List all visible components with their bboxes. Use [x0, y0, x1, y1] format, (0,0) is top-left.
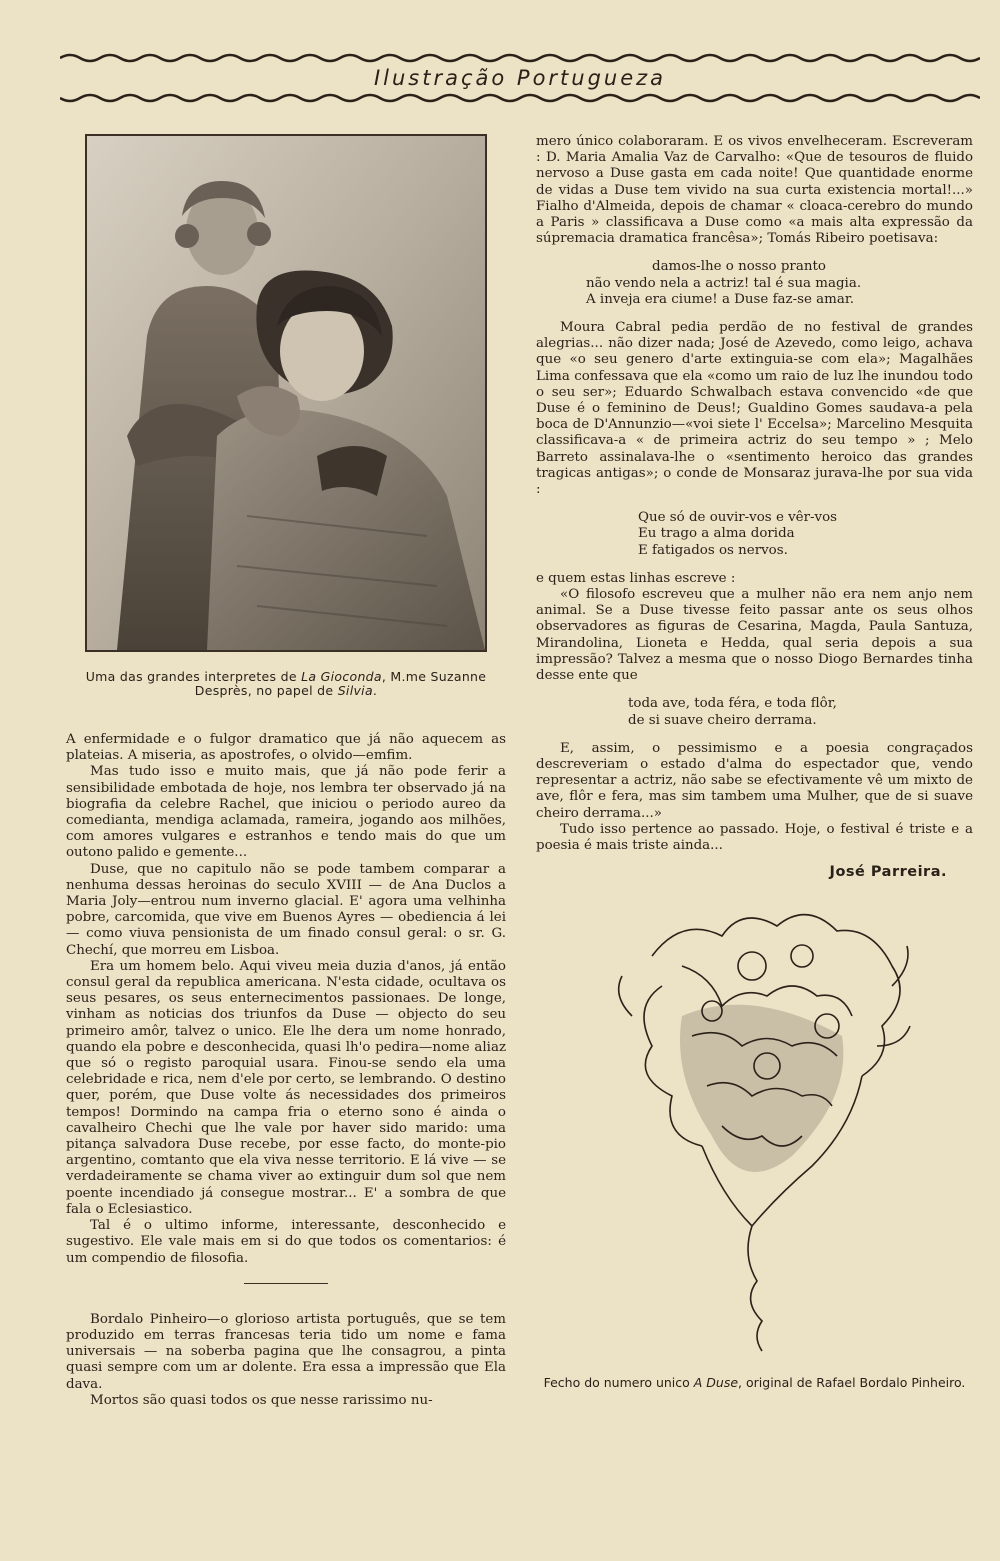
masthead-top-wave: [60, 52, 980, 64]
paragraph: e quem estas linhas escreve :: [536, 570, 736, 586]
caption-title-gioconda: La Gioconda: [301, 669, 382, 684]
caption-role-silvia: Silvia: [337, 683, 373, 698]
paragraph: Tudo isso pertence ao passado. Hoje, o festival é triste e a poesia é mais triste ainda...: [536, 821, 973, 853]
paragraph: Mortos são quasi todos os que nesse rarissimo nu-: [90, 1392, 433, 1408]
verse-line: Eu trago a alma dorida: [638, 526, 795, 542]
actress-photo: [85, 134, 487, 652]
section-divider: [244, 1283, 328, 1284]
caption-text: .: [372, 683, 378, 698]
photo-caption: [66, 670, 506, 698]
verse-diogo-bernardes: [536, 696, 973, 728]
paragraph: Bordalo Pinheiro—o glorioso artista português, que se tem produzido em terras francesas teria tido um nome e fama universais — na soberba pagina que lhe consagrou, a pinta quasi sempre com um ar dolente. Era essa a impressão que Ela dava.: [66, 1311, 506, 1392]
ornament-caption: [536, 1376, 973, 1390]
verse-line: de si suave cheiro derrama.: [628, 712, 817, 728]
caption-text: , original de Rafael Bordalo Pinheiro.: [738, 1374, 966, 1390]
paragraph: Mas tudo isso e muito mais, que já não pode ferir a sensibilidade embotada de hoje, nos lembra ter observado já na biografia da celebre Rachel, que iniciou o periodo aureo da comedianta, mendiga aclamada, rameira, jogando aos milhões, com amores vulgares e estranhos e tendo mais do que um outono palido e gemente...: [66, 764, 506, 861]
caption-title-a-duse: A Duse: [693, 1374, 739, 1390]
paragraph: Era um homem belo. Aqui viveu meia duzia d'anos, já então consul geral da republica americana. N'esta cidade, ocultava os seus pesares, os seus enternecimentos passionaes. De longe, vinham as noticias dos triunfos da Duse — objecto do seu primeiro amôr, talvez o unico. Ele lhe dera um nome honrado, quando ela pobre e desconhecida, quasi lh'o pedira—nome aliaz que só o registo paroquial usara. Finou-se sendo ela uma celebridade e rica, nem d'ele por certo, se lembrando. O destino quer, porém, que Duse volte ás necessidades dos primeiros tempos! Dormindo na campa fria o eterno sono é ainda o cavalheiro Chechi que lhe vale por haver sido marido: uma pitança salvadora Duse recebe, por esse facto, do monte-pio argentino, comtanto que ela viva nesse territorio. E lá vive — se verdadeiramente se chama viver ao extinguir dum sol que nem poente incendiado já consegue mostrar... E' a sombra de que fala o Eclesiastico.: [66, 958, 506, 1217]
paragraph: «O filosofo escreveu que a mulher não era nem anjo nem animal. Se a Duse tivesse feito passar ante os seus olhos observadores as figuras de Cesarina, Magda, Paula Santuza, Mirandolina, Lioneta e Hedda, qual seria depois a sua impressão? Talvez a mesma que o nosso Diogo Bernardes tinha desse ente que: [536, 587, 973, 684]
paragraph: A enfermidade e o fulgor dramatico que já não aquecem as plateias. A miseria, as apostrofes, o olvido—emfim.: [66, 732, 506, 764]
verse-line: A inveja era ciume! a Duse faz-se amar.: [586, 291, 855, 307]
author-signature: José Parreira.: [829, 864, 947, 881]
caption-text: Fecho do numero unico: [543, 1374, 694, 1390]
paragraph: Duse, que no capitulo não se pode tambem comparar a nenhuma dessas heroinas do seculo XVIII — de Ana Duclos a Maria Joly—entrou num inverno glacial. E' agora uma velhinha pobre, carcomida, que vive em Buenos Ayres — obediencia á lei — como viuva pensionista de um finado consul geral: o sr. G. Chechí, que morreu em Lisboa.: [66, 861, 506, 958]
verse-line: Que só de ouvir-vos e vêr-vos: [638, 510, 838, 526]
photo-illustration: [87, 136, 485, 650]
left-column: [66, 134, 506, 1409]
paragraph: Moura Cabral pedia perdão de no festival de grandes alegrias... não dizer nada; José de Azevedo, como leigo, achava que «o seu genero d'arte extinguia-se com ela»; Magalhães Lima confessava que ela «como um raio de luz lhe inundou todo o seu ser»; Eduardo Schwalbach estava convencido «de que Duse é o feminino de Deus!; Gualdino Gomes saudava-a pela boca de D'Annunzio—«voi siete l' Eccelsa»; Marcelino Mesquita classificava-a « de primeira actriz do seu tempo » ; Melo Barreto assinalava-lhe o «sentimento heroico das grandes tragicas antigas»; o conde de Monsaraz jurava-lhe por sua vida :: [536, 320, 973, 498]
verse-monsaraz: [536, 510, 973, 559]
masthead: [60, 52, 980, 108]
verse-line: damos-lhe o nosso pranto: [652, 259, 826, 275]
masthead-bottom-wave: [60, 92, 980, 104]
masthead-title: Ilustração Portugueza: [373, 66, 667, 90]
caption-text: , M.me Suzanne Desprès, no papel de: [194, 669, 487, 698]
verse-line: não vendo nela a actriz! tal é sua magia.: [586, 275, 862, 291]
verse-line: E fatigados os nervos.: [638, 542, 788, 558]
right-column: [536, 134, 973, 1390]
verse-line: toda ave, toda féra, e toda flôr,: [628, 696, 837, 712]
caption-text: Uma das grandes interpretes de: [85, 669, 302, 684]
paragraph: E, assim, o pessimismo e a poesia congraçados descreveriam o estado d'alma do espectador que, vendo representar a actriz, não sabe se efectivamente vê um mixto de ave, flôr e fera, mas sim tambem uma Mulher, que de si suave cheiro derrama...»: [536, 740, 973, 821]
paragraph: Tal é o ultimo informe, interessante, desconhecido e sugestivo. Ele vale mais em si do que todos os comentarios: é um compendio de filosofia.: [66, 1218, 506, 1266]
paragraph: mero único colaboraram. E os vivos envelheceram. Escreveram : D. Maria Amalia Vaz de Carvalho: «Que de tesouros de fluido nervoso a Duse gasta em cada noite! Que quantidade enorme de vidas a Duse tem vivido na sua curta existencia mortal!...» Fialho d'Almeida, depois de chamar « cloaca-cerebro do mundo a Paris » classificava a Duse como «a mais alta expressão da súpremacia dramatica francêsa»; Tomás Ribeiro poetisava:: [536, 134, 973, 247]
left-article-text: [66, 732, 506, 1409]
bordalo-ornament-illustration: [592, 896, 922, 1366]
verse-tomas-ribeiro: [536, 259, 973, 308]
